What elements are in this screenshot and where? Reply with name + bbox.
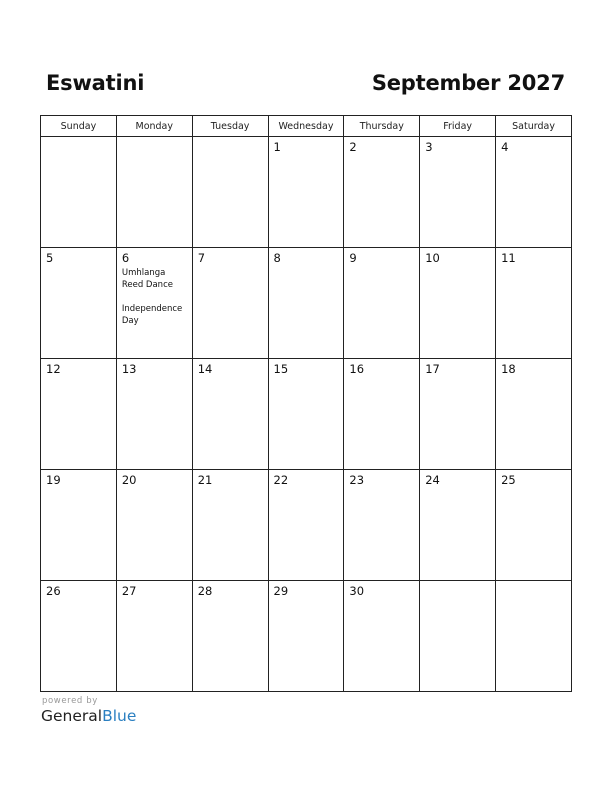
- day-cell: [41, 248, 117, 359]
- day-cell: [344, 248, 420, 359]
- day-number: 29: [273, 584, 289, 598]
- day-cell: [192, 359, 268, 470]
- day-number: 2: [349, 140, 357, 154]
- empty-day-cell: [496, 581, 572, 692]
- weekday-friday: Friday: [420, 116, 496, 137]
- powered-by-label: powered by: [42, 696, 98, 706]
- day-cell: [116, 470, 192, 581]
- day-cell: [420, 470, 496, 581]
- day-number: 22: [273, 473, 289, 487]
- week-row: [41, 470, 572, 581]
- day-number: 30: [349, 584, 365, 598]
- brand-logo: [41, 707, 136, 725]
- day-cell: [41, 359, 117, 470]
- day-number: 1: [273, 140, 281, 154]
- holiday-list: [122, 267, 187, 327]
- day-cell: [41, 581, 117, 692]
- day-number: 11: [501, 251, 516, 265]
- day-number: 3: [425, 140, 433, 154]
- day-number: 19: [46, 473, 61, 487]
- day-cell: [192, 581, 268, 692]
- day-number: 17: [425, 362, 440, 376]
- day-cell: [420, 248, 496, 359]
- day-cell: [344, 359, 420, 470]
- day-number: 10: [425, 251, 440, 265]
- day-cell: [41, 470, 117, 581]
- country-title: Eswatini: [46, 71, 145, 95]
- day-cell: [344, 470, 420, 581]
- day-cell: [344, 137, 420, 248]
- weekday-thursday: Thursday: [344, 116, 420, 137]
- day-cell: [116, 581, 192, 692]
- day-number: 18: [501, 362, 516, 376]
- brand-blue-text: Blue: [102, 707, 137, 725]
- holiday-label: Independence Day: [121, 304, 183, 326]
- weekday-monday: Monday: [116, 116, 192, 137]
- week-row: [41, 248, 572, 359]
- day-number: 12: [46, 362, 61, 376]
- weekday-header-row: [41, 116, 572, 137]
- day-cell: [420, 137, 496, 248]
- day-number: 9: [349, 251, 357, 265]
- day-number: 4: [501, 140, 509, 154]
- empty-day-cell: [116, 137, 192, 248]
- week-row: [41, 581, 572, 692]
- weekday-tuesday: Tuesday: [192, 116, 268, 137]
- day-number: 13: [121, 362, 137, 376]
- day-number: 14: [197, 362, 213, 376]
- day-cell: [268, 470, 344, 581]
- day-cell: [268, 359, 344, 470]
- day-cell: [192, 470, 268, 581]
- day-number: 15: [273, 362, 289, 376]
- day-number: 23: [349, 473, 365, 487]
- day-number: 20: [121, 473, 137, 487]
- empty-day-cell: [41, 137, 117, 248]
- day-cell: [268, 581, 344, 692]
- weekday-wednesday: Wednesday: [268, 116, 344, 137]
- calendar-body: [41, 137, 572, 692]
- day-number: 24: [425, 473, 440, 487]
- day-cell: [268, 137, 344, 248]
- day-cell: [344, 581, 420, 692]
- day-cell: [116, 359, 192, 470]
- week-row: [41, 359, 572, 470]
- weekday-sunday: Sunday: [41, 116, 117, 137]
- day-number: 5: [46, 251, 54, 265]
- day-cell: [192, 248, 268, 359]
- day-cell: [496, 137, 572, 248]
- day-number: 25: [501, 473, 516, 487]
- day-cell: [496, 248, 572, 359]
- day-number: 21: [197, 473, 213, 487]
- day-cell: [420, 359, 496, 470]
- brand-general-text: General: [41, 707, 103, 725]
- day-number: 6: [121, 251, 130, 265]
- day-cell: [496, 470, 572, 581]
- day-number: 28: [197, 584, 213, 598]
- empty-day-cell: [192, 137, 268, 248]
- month-year-title: September 2027: [371, 71, 565, 95]
- week-row: [41, 137, 572, 248]
- footer-branding: [41, 696, 136, 725]
- day-number: 8: [273, 251, 281, 265]
- holiday-label: Umhlanga Reed Dance: [121, 268, 173, 290]
- day-number: 7: [197, 251, 206, 265]
- day-cell: [116, 248, 192, 359]
- day-number: 26: [46, 584, 61, 598]
- day-number: 27: [121, 584, 137, 598]
- day-cell: [496, 359, 572, 470]
- weekday-saturday: Saturday: [496, 116, 572, 137]
- day-cell: [268, 248, 344, 359]
- empty-day-cell: [420, 581, 496, 692]
- calendar-grid: [40, 115, 572, 692]
- day-number: 16: [349, 362, 365, 376]
